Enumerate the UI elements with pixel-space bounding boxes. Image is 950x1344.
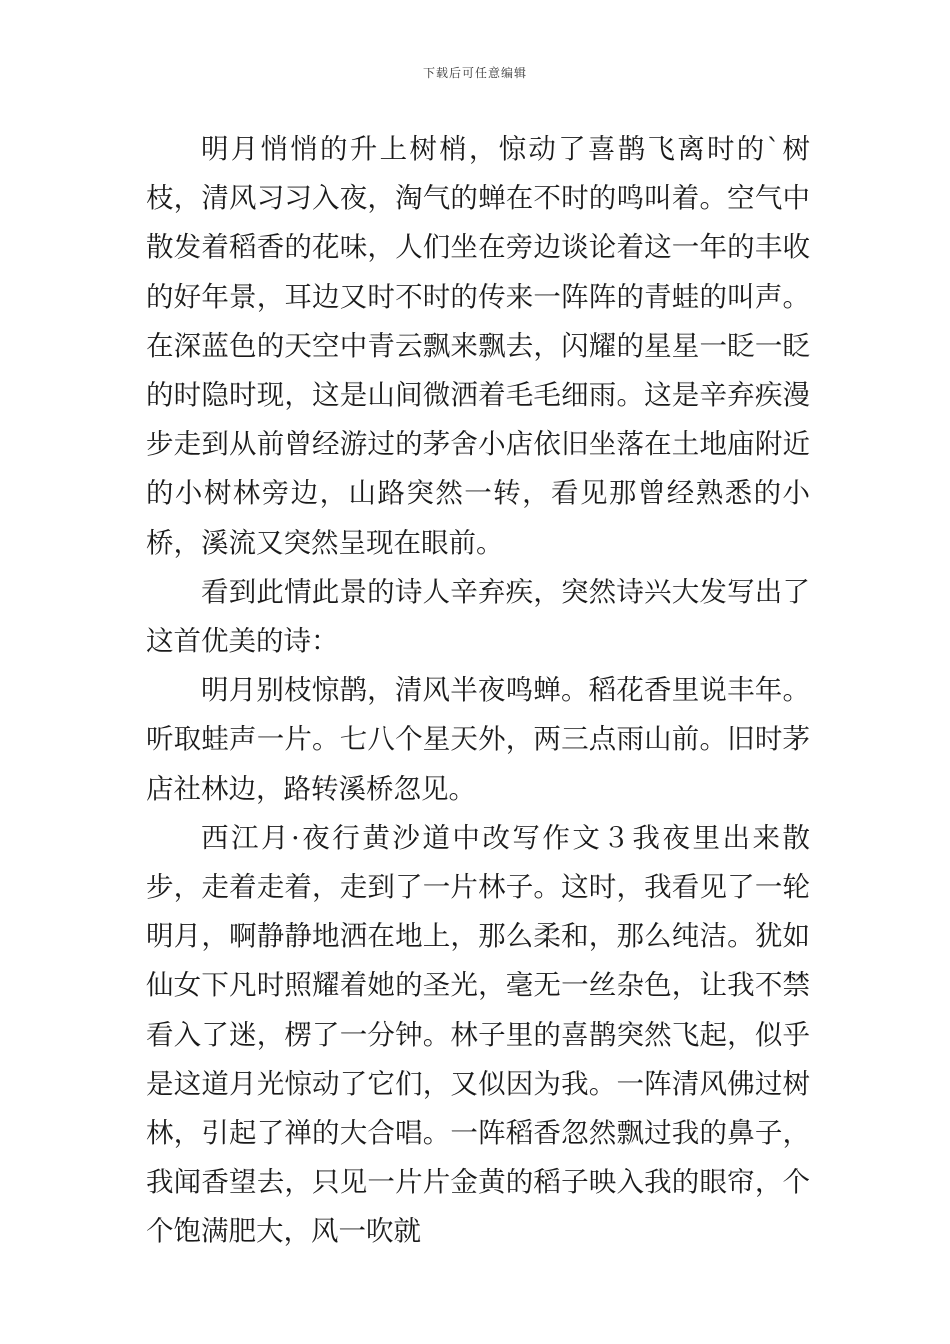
paragraph-3: 明月别枝惊鹊，清风半夜鸣蝉。稻花香里说丰年。听取蛙声一片。七八个星天外，两三点雨山前。旧时茅店社林边，路转溪桥忽见。: [146, 674, 810, 805]
paragraph-4: 西江月·夜行黄沙道中改写作文３我夜里出来散步，走着走着，走到了一片林子。这时，我看见了一轮明月，啊静静地洒在地上，那么柔和，那么纯洁。犹如仙女下凡时照耀着她的圣光，毫无一丝杂色，让我不禁看入了迷，楞了一分钟。林子里的喜鹊突然飞起，似乎是这道月光惊动了它们，又似因为我。一阵清风佛过树林，引起了禅的大合唱。一阵稻香忽然飘过我的鼻子，我闻香望去，只见一片片金黄的稻子映入我的眼帘，个个饱满肥大，风一吹就: [146, 821, 810, 1248]
document-body: [146, 125, 810, 1257]
page-header: 下载后可任意编辑: [422, 66, 527, 80]
paragraph-1: 明月悄悄的升上树梢，惊动了喜鹊飞离时的`树枝，清风习习入夜，淘气的蝉在不时的鸣叫着。空气中散发着稻香的花味，人们坐在旁边谈论着这一年的丰收的好年景，耳边又时不时的传来一阵阵的青蛙的叫声。在深蓝色的天空中青云飘来飘去，闪耀的星星一眨一眨的时隐时现，这是山间微洒着毛毛细雨。这是辛弃疾漫步走到从前曾经游过的茅舍小店依旧坐落在土地庙附近的小树林旁边，山路突然一转，看见那曾经熟悉的小桥，溪流又突然呈现在眼前。: [146, 133, 810, 559]
paragraph-2: 看到此情此景的诗人辛弃疾，突然诗兴大发写出了这首优美的诗：: [146, 575, 810, 658]
